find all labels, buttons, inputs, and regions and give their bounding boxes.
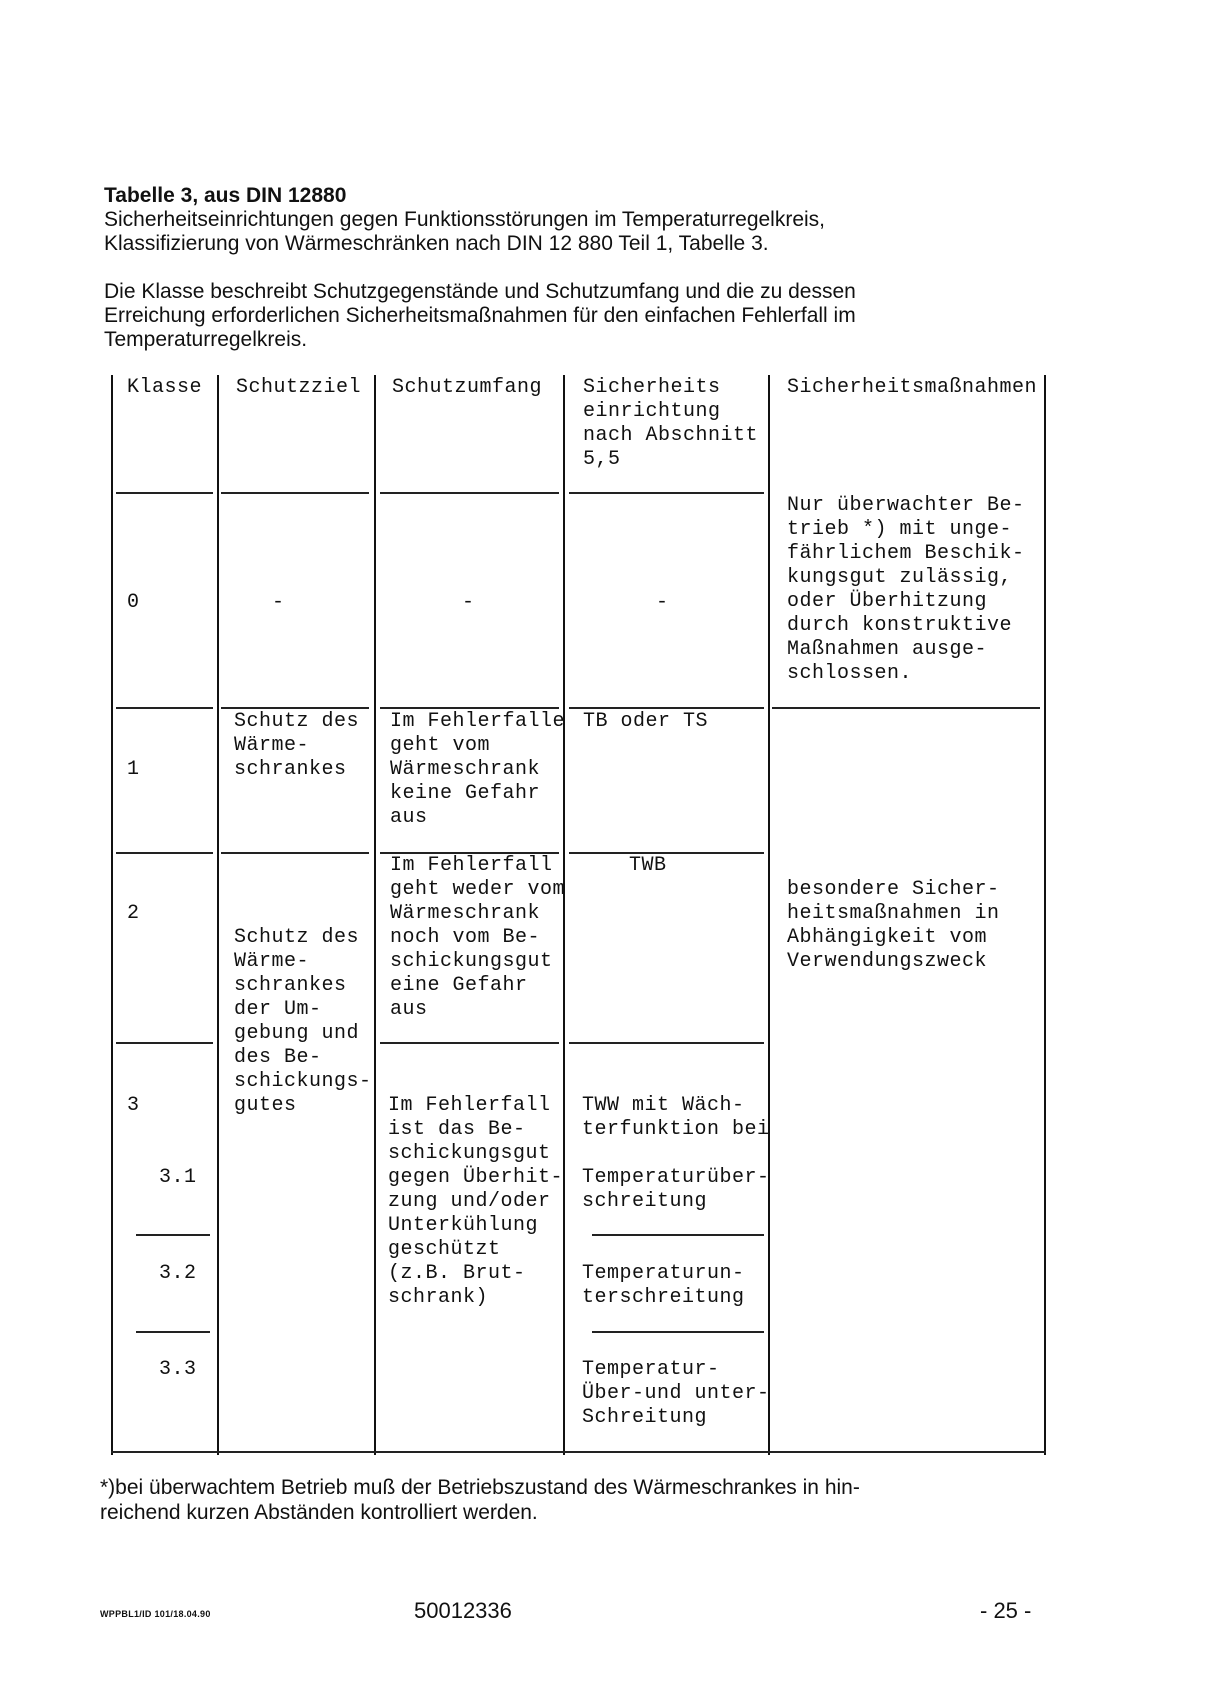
class-3-1-klasse: 3.1 [159, 1166, 197, 1189]
class-1-schutzziel: Schutz des Wärme- schrankes [234, 710, 360, 781]
class-3-1-einrichtung: Temperaturüber- schreitung [582, 1166, 770, 1213]
subtitle-line: Klassifizierung von Wärmeschränken nach DIN 12 880 Teil 1, Tabelle 3. [104, 232, 769, 255]
column-divider [374, 375, 376, 1455]
table-title: Tabelle 3, aus DIN 12880 [104, 184, 347, 207]
row-separator [116, 707, 213, 709]
class-1-3-massnahmen: besondere Sicher- heitsmaßnahmen in Abhängigkeit vom Verwendungszweck [787, 878, 1000, 973]
row-separator [380, 1042, 559, 1044]
sub-row-separator [592, 1234, 764, 1236]
page-number: - 25 - [980, 1598, 1032, 1623]
column-divider [217, 375, 219, 1455]
class-2-einrichtung: TWB [629, 854, 667, 877]
footnote-line: *)bei überwachtem Betrieb muß der Betriebszustand des Wärmeschrankes in hin- [100, 1476, 860, 1499]
class-3-einrichtung-intro: TWW mit Wäch- terfunktion bei [582, 1094, 770, 1141]
class-0-massnahmen: Nur überwachter Be- trieb *) mit unge- fährlichem Beschik- kungsgut zulässig, oder Überhitzung durch konstruktive Maßnahmen ausge- schlossen. [787, 494, 1025, 685]
subtitle-line: Sicherheitseinrichtungen gegen Funktionsstörungen im Temperaturregelkreis, [104, 208, 826, 231]
class-3-2-klasse: 3.2 [159, 1262, 197, 1285]
class-2-klasse: 2 [127, 902, 140, 925]
column-divider [768, 375, 770, 1455]
header-massnahmen: Sicherheitsmaßnahmen [787, 376, 1038, 399]
footnote [100, 1475, 860, 1525]
sub-row-separator [592, 1331, 764, 1333]
row-separator [221, 707, 369, 709]
row-separator [380, 707, 559, 709]
class-0-einrichtung: - [656, 591, 669, 614]
class-3-3-klasse: 3.3 [159, 1358, 197, 1381]
row-separator [569, 492, 764, 494]
header-sicherheitseinrichtung: Sicherheits einrichtung nach Abschnitt 5,5 [583, 376, 759, 471]
header-schutzziel: Schutzziel [236, 376, 362, 399]
footer-doc-number: 50012336 [414, 1598, 512, 1623]
class-0-schutzumfang: - [462, 591, 475, 614]
table-border-bottom [111, 1451, 1046, 1453]
class-3-klasse: 3 [127, 1094, 140, 1117]
row-separator [221, 492, 369, 494]
class-2-3-schutzziel: Schutz des Wärme- schrankes der Um- gebung und des Be- schickungs- gutes [234, 926, 372, 1117]
header-schutzumfang: Schutzumfang [392, 376, 543, 399]
intro-paragraph [104, 280, 1004, 352]
sub-row-separator [136, 1234, 210, 1236]
class-3-3-einrichtung: Temperatur- Über-und unter- Schreitung [582, 1358, 770, 1429]
footnote-line: reichend kurzen Abständen kontrolliert werden. [100, 1501, 538, 1524]
table-border-left [111, 375, 113, 1455]
class-3-schutzumfang: Im Fehlerfall ist das Be- schickungsgut gegen Überhit- zung und/oder Unterkühlung geschützt (z.B. Brut- schrank) [388, 1094, 564, 1309]
row-separator [569, 707, 764, 709]
paragraph-line: Erreichung erforderlichen Sicherheitsmaßnahmen für den einfachen Fehlerfall im [104, 304, 856, 327]
class-3-2-einrichtung: Temperaturun- terschreitung [582, 1262, 745, 1309]
row-separator [116, 492, 213, 494]
class-1-einrichtung: TB oder TS [583, 710, 709, 733]
row-separator [380, 492, 559, 494]
paragraph-line: Temperaturregelkreis. [104, 328, 308, 351]
header-klasse: Klasse [127, 376, 203, 399]
row-separator [116, 852, 213, 854]
table-border-right [1044, 375, 1046, 1455]
class-1-klasse: 1 [127, 758, 140, 781]
class-1-schutzumfang: Im Fehlerfalle geht vom Wärmeschrank keine Gefahr aus [390, 710, 566, 829]
footer-code: WPPBL1/ID 101/18.04.90 [100, 1609, 211, 1619]
row-separator [569, 1042, 764, 1044]
class-2-schutzumfang: Im Fehlerfall geht weder vom Wärmeschrank noch vom Be- schickungsgut eine Gefahr aus [390, 854, 566, 1021]
row-separator [116, 1042, 213, 1044]
row-separator [772, 707, 1040, 709]
paragraph-line: Die Klasse beschreibt Schutzgegenstände und Schutzumfang und die zu dessen [104, 280, 856, 303]
row-separator [221, 852, 369, 854]
sub-row-separator [136, 1331, 210, 1333]
table-subtitle [104, 208, 1004, 256]
class-0-schutzziel: - [272, 591, 285, 614]
class-0-klasse: 0 [127, 591, 140, 614]
